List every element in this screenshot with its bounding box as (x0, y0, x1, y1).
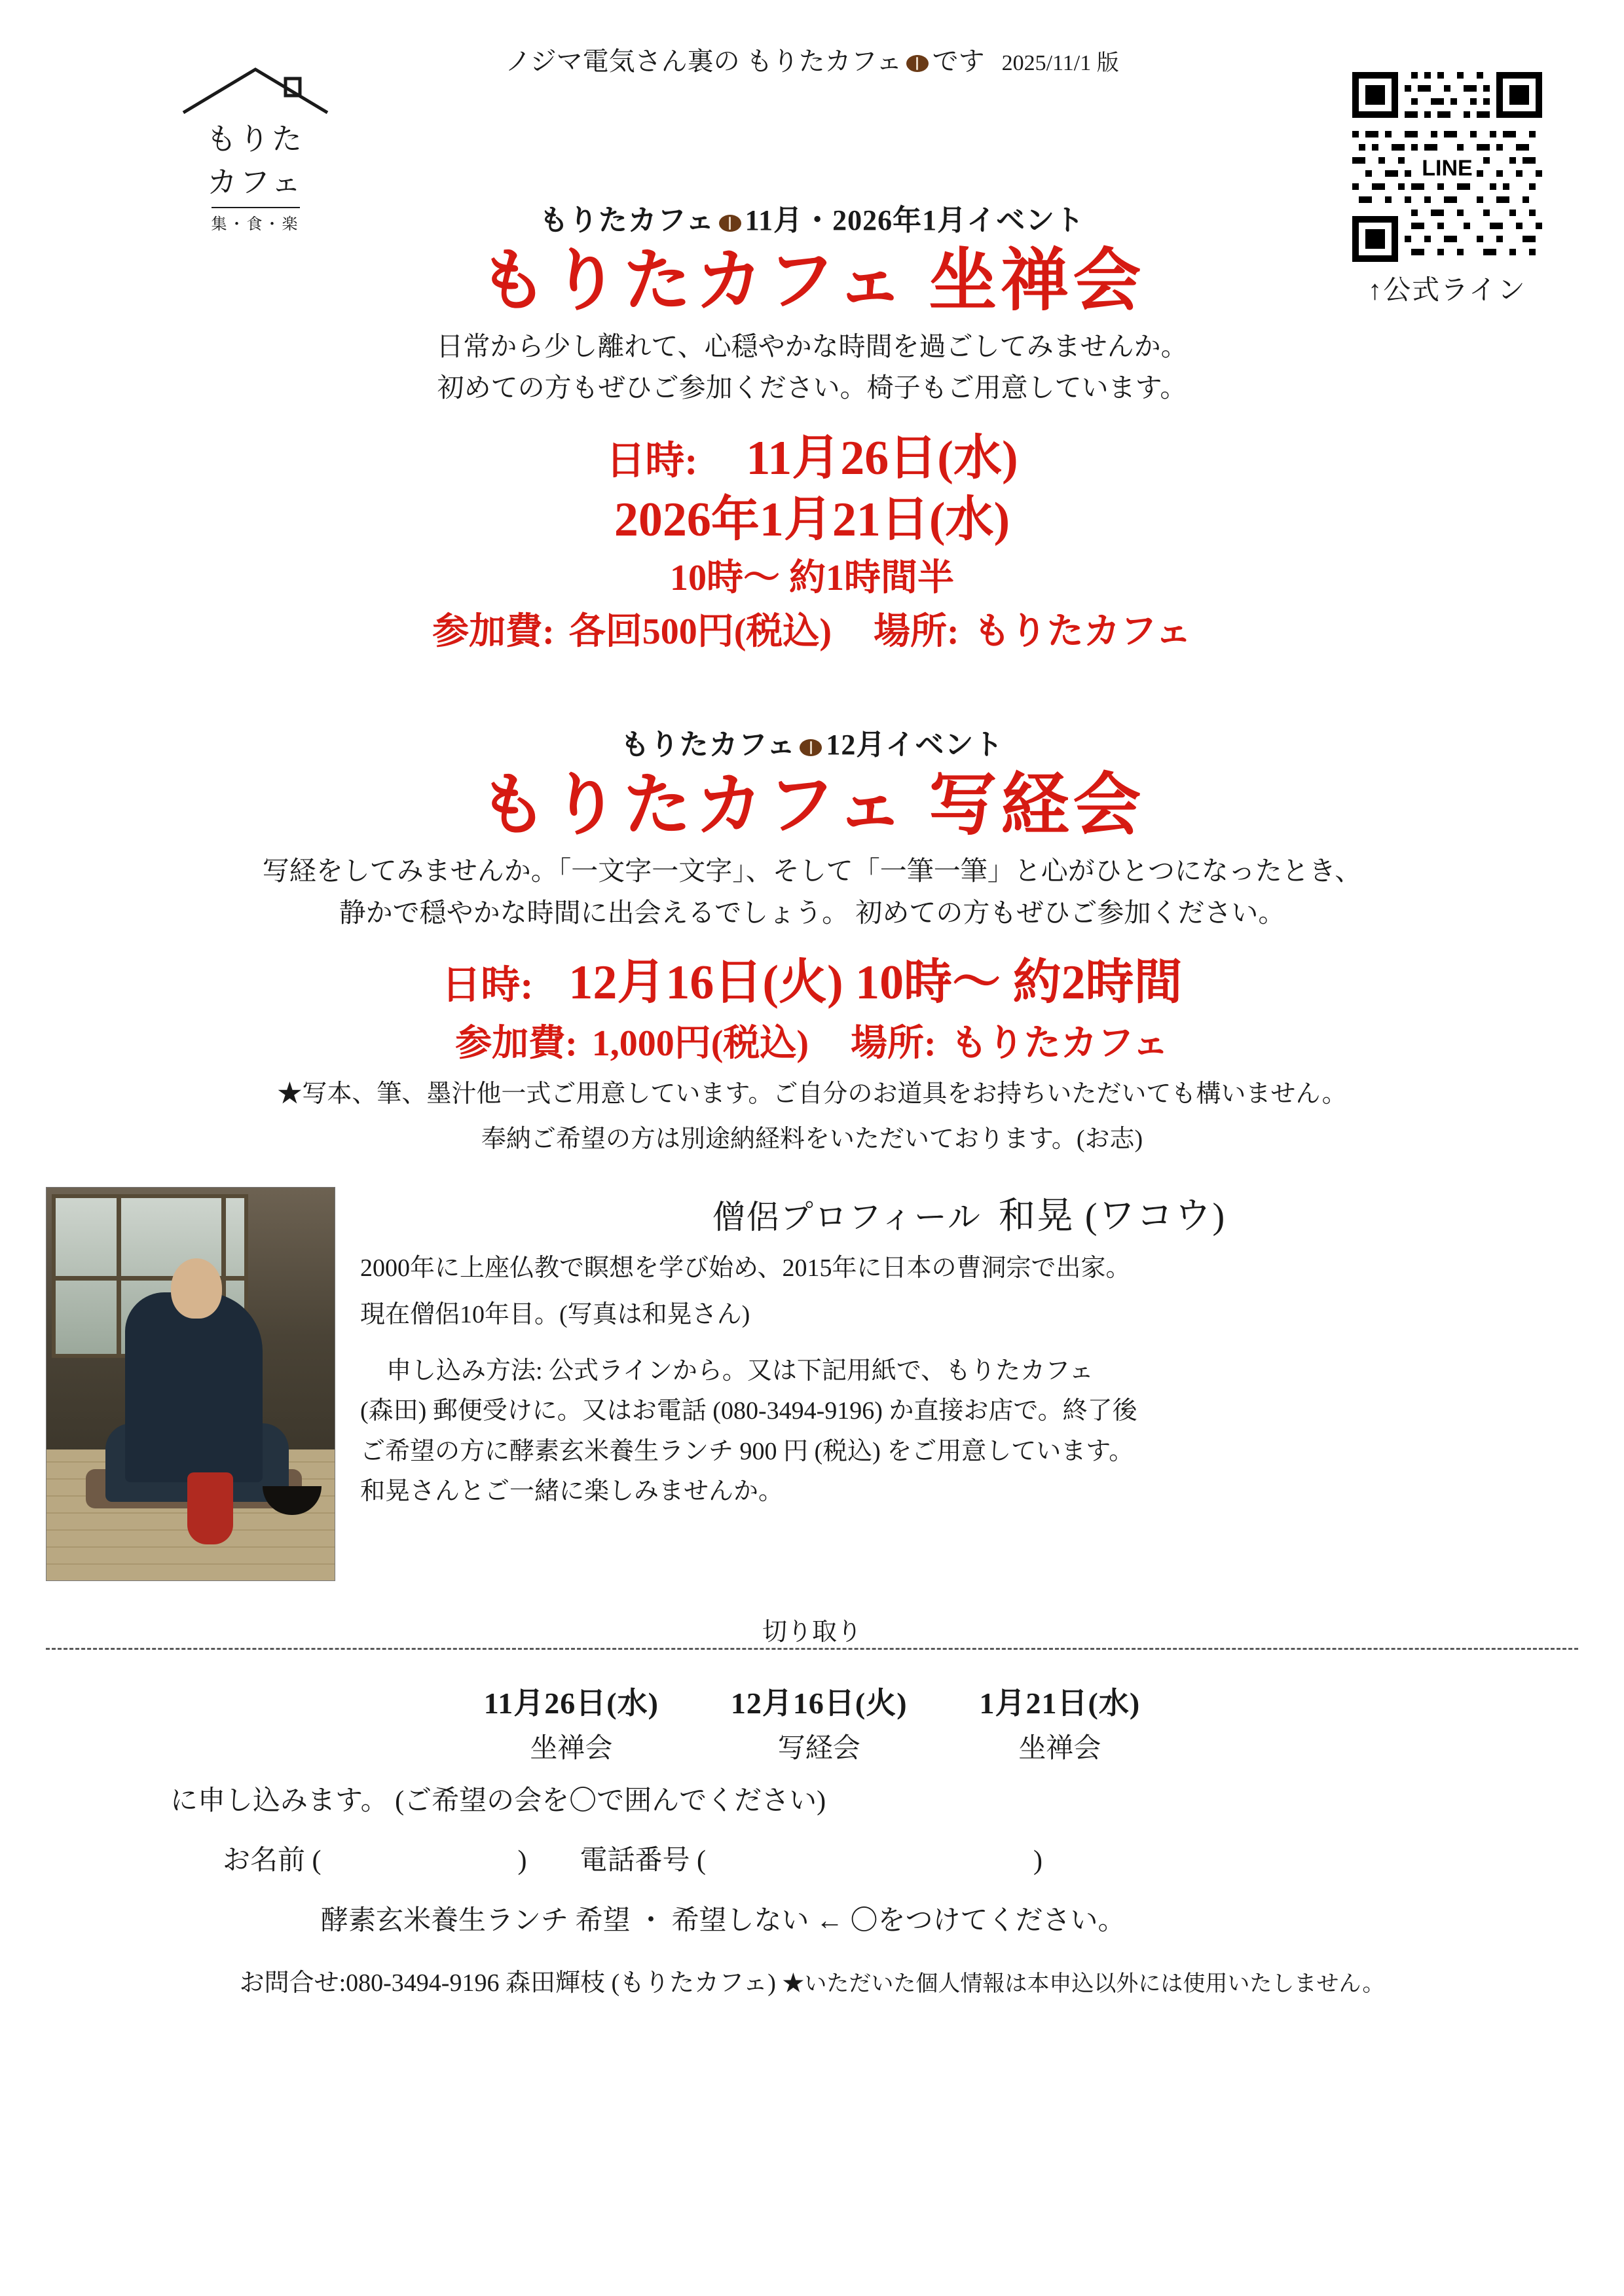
profile-body-2: 現在僧侶10年目。(写真は和晃さん) (360, 1301, 750, 1329)
event2-lead-2: 静かで穏やかな時間に出会えるでしょう。 初めての方もぜひご参加ください。 (339, 897, 1285, 928)
event2-kicker-pre: もりたカフェ (620, 729, 796, 761)
profile-name: 和晃 (ワコウ) (998, 1195, 1227, 1237)
event1-date-row-2 (46, 489, 1578, 551)
apply-line-4: 和晃さんとご一緒に楽しみませんか。 (360, 1478, 784, 1506)
event2-fee-row (46, 1021, 1578, 1068)
profile-body-1: 2000年に上座仏教で瞑想を学び始め、2015年に日本の曹洞宗で出家。 (360, 1254, 1131, 1282)
event1-date-1: 11月26日(水) (746, 431, 1018, 485)
coffee-bean-icon (906, 55, 929, 72)
form-footer (46, 1962, 1578, 1998)
application-form (46, 1679, 1578, 1999)
event2-place: もりたカフェ (950, 1023, 1169, 1064)
event1-title: もりたカフェ 坐禅会 (479, 244, 1145, 319)
line-qr-code[interactable] (1352, 72, 1542, 262)
option-name: 坐禅会 (530, 1733, 613, 1764)
event2-date-row (46, 952, 1578, 1014)
event2-note-2: 奉納ご希望の方は別途納経料をいただいております。(お志) (481, 1125, 1143, 1153)
form-options (46, 1679, 1578, 1766)
cafe-logo (157, 59, 354, 234)
event1-time: 10時〜 約1時間半 (670, 558, 954, 599)
footer-contact: お問合せ:080-3494-9196 森田輝枝 (もりたカフェ) (239, 1969, 776, 1997)
option-date: 1月21日(水) (979, 1686, 1141, 1720)
version-date: 2025/11/1 版 (1001, 51, 1119, 75)
line-logo-text: LINE (1422, 156, 1473, 181)
monk-profile (46, 1187, 1578, 1581)
event2-kicker-post: 12月イベント (826, 729, 1004, 761)
coffee-bean-icon (800, 739, 822, 756)
event2-fee: 1,000円(税込) (591, 1023, 809, 1064)
form-lunch-line: 酵素玄米養生ランチ 希望 ・ 希望しない ← 〇をつけてください。 (321, 1905, 1126, 1936)
name-field-label: お名前 ( (223, 1846, 322, 1876)
event2-place-label: 場所: (851, 1023, 936, 1064)
event-shakyo (46, 721, 1578, 1157)
profile-heading (360, 1187, 1578, 1239)
event1-datetime-label: 日時: (606, 439, 698, 483)
form-apply-line: に申し込みます。 (ご希望の会を〇で囲んでください) (170, 1785, 826, 1816)
event2-kicker (46, 721, 1578, 763)
qr-caption: ↑公式ライン (1368, 276, 1526, 306)
event1-place: もりたカフェ (973, 611, 1192, 652)
header-top-text-tail: です (932, 46, 985, 76)
event1-time-row (46, 555, 1578, 602)
photo-red-cloth (187, 1472, 233, 1544)
monk-photo (46, 1187, 335, 1581)
event1-lead-1: 日常から少し離れて、心穏やかな時間を過ごしてみませんか。 (436, 331, 1188, 361)
profile-text (360, 1187, 1578, 1581)
option-name: 坐禅会 (1018, 1733, 1101, 1764)
photo-monk-body (125, 1292, 263, 1482)
event2-info (46, 952, 1578, 1067)
event1-lead-2: 初めての方もぜひご参加ください。椅子もご用意しています。 (437, 373, 1187, 403)
event2-title: もりたカフェ 写経会 (479, 768, 1145, 844)
cut-dashed-line (46, 1648, 1578, 1650)
profile-title-label: 僧侶プロフィール (712, 1198, 982, 1235)
apply-line-3: ご希望の方に酵素玄米養生ランチ 900 円 (税込) をご用意しています。 (360, 1437, 1134, 1465)
form-option[interactable] (980, 1679, 1141, 1766)
apply-line-2: (森田) 郵便受けに。又はお電話 (080-3494-9196) か直接お店で。終了後 (360, 1397, 1137, 1425)
footer-privacy-note: ★いただいた個人情報は本申込以外には使用いたしません。 (782, 1972, 1385, 1997)
option-date: 12月16日(火) (730, 1686, 908, 1720)
logo-line-1: もりた (206, 122, 304, 156)
event1-kicker-pre: もりたカフェ (539, 204, 715, 236)
apply-info (360, 1351, 1578, 1512)
house-roof-icon (157, 59, 354, 118)
tel-field-close: ) (1033, 1846, 1043, 1876)
header-top-text: ノジマ電気さん裏の もりたカフェ (505, 46, 902, 76)
qr-code-icon (1352, 72, 1542, 262)
event2-date-time: 12月16日(火) 10時〜 約2時間 (568, 956, 1183, 1010)
event1-info (46, 428, 1578, 656)
form-option[interactable] (484, 1679, 659, 1766)
event1-date-row-1 (46, 428, 1578, 490)
event1-fee-label: 参加費: (432, 611, 555, 652)
event2-datetime-label: 日時: (441, 964, 534, 1008)
name-field-close: ) (517, 1846, 527, 1876)
logo-tagline: 集・食・楽 (212, 207, 300, 234)
profile-body (360, 1248, 1578, 1336)
option-date: 11月26日(水) (483, 1686, 659, 1720)
tel-field-label: 電話番号 ( (580, 1846, 706, 1876)
event1-date-2: 2026年1月21日(水) (614, 493, 1010, 547)
event2-lead-1: 写経をしてみませんか。「一文字一文字」、そして「一筆一筆」と心がひとつになったとき、 (262, 856, 1362, 886)
option-name: 写経会 (777, 1733, 860, 1764)
cut-line (46, 1611, 1578, 1657)
event2-note-1: ★写本、筆、墨汁他一式ご用意しています。ご自分のお道具をお持ちいただいても構いません。 (277, 1080, 1347, 1108)
event1-kicker-post: 11月・2026年1月イベント (745, 204, 1085, 236)
event1-fee: 各回500円(税込) (568, 611, 832, 652)
apply-line-1: 申し込み方法: 公式ラインから。又は下記用紙で、もりたカフェ (386, 1357, 1094, 1385)
form-name-tel-row (46, 1837, 1578, 1886)
event1-place-label: 場所: (874, 611, 959, 652)
qr-block (1336, 72, 1559, 308)
coffee-bean-icon (719, 215, 741, 232)
form-option[interactable] (731, 1679, 908, 1766)
logo-line-2: カフェ (207, 165, 304, 199)
event2-fee-label: 参加費: (455, 1023, 578, 1064)
cut-label: 切り取り (749, 1611, 875, 1647)
event1-fee-row (46, 609, 1578, 656)
photo-monk-head (171, 1258, 222, 1319)
